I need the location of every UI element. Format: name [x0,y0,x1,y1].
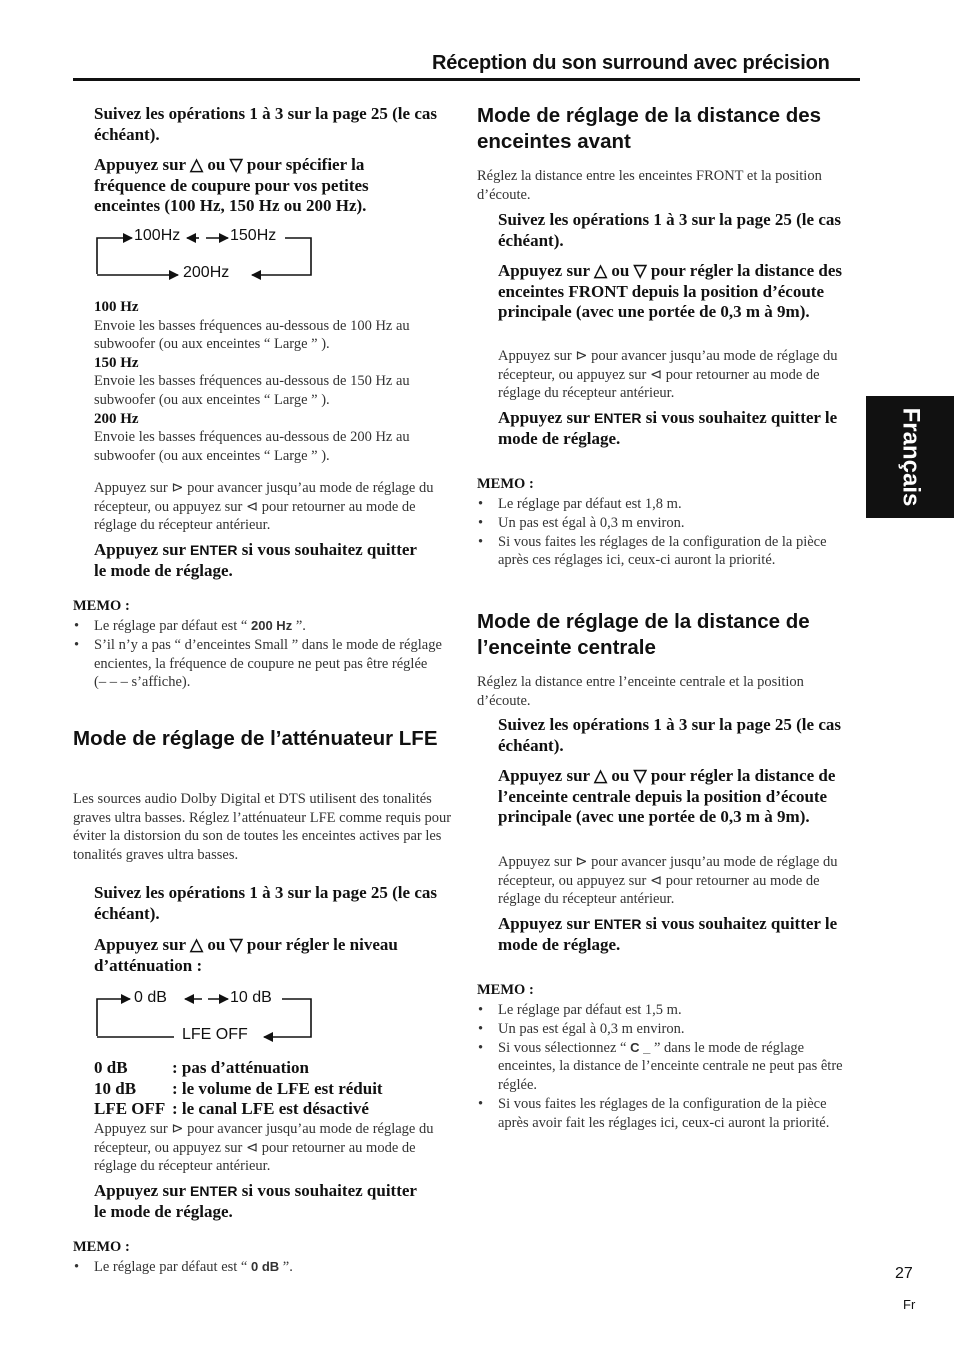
header-rule [73,78,860,81]
list-item: • Un pas est égal à 0,3 m environ. [477,1020,857,1039]
language-tab-label: Français [897,407,924,507]
list-item [73,617,443,636]
list-item: • Un pas est égal à 0,3 m environ. [477,514,857,533]
page-number: 27 [895,1265,913,1282]
list-item [73,1258,443,1277]
enter-step-pre: Appuyez sur [498,914,595,933]
lfe-intro: Les sources audio Dolby Digital et DTS utilisent des tonalités graves ultra basses. Réglez l’atténuateur LFE comme requis pour éviter la distorsion du son de toutes les enceintes actives par les tonalités graves ultra basses. [73,791,452,863]
front-nav-text: Appuyez sur ⊳ pour avancer jusqu’au mode de réglage du récepteur, ou appuyez sur ⊲ pour retourner au mode de réglage du récepteur antérieur. [498,348,838,402]
enter-step-post: si vous souhaitez quitter le mode de réglage. [94,1181,417,1221]
list-item: • Si vous faites les réglages de la configuration de la pièce après ces réglages ici, ceux-ci auront la priorité. [477,533,857,571]
enter-step-post: si vous souhaitez quitter le mode de réglage. [498,408,838,448]
front-distance-intro: Réglez la distance entre les enceintes FRONT et la position d’écoute. [477,168,822,203]
memo-text: Le réglage par défaut est “ [94,1259,251,1275]
center-distance-section-title: Mode de réglage de la distance de l’enceinte centrale [477,610,810,659]
crossover-step-1: Suivez les opérations 1 à 3 sur la page 25 (le cas échéant). [94,104,437,144]
center-enter-step [498,914,863,955]
center-distance-intro: Réglez la distance entre l’enceinte centrale et la position d’écoute. [477,674,804,709]
lfe-memo-label: MEMO : [73,1239,130,1255]
front-memo-list [477,495,857,570]
def-label: 100 Hz [94,299,139,315]
lfe-def-key: 10 dB [94,1078,137,1098]
center-nav-text: Appuyez sur ⊳ pour avancer jusqu’au mode de réglage du récepteur, ou appuyez sur ⊲ pour retourner au mode de réglage du récepteur antérieur. [498,854,838,908]
center-memo-list [477,1001,857,1133]
front-memo-label: MEMO : [477,476,534,492]
front-step-1: Suivez les opérations 1 à 3 sur la page 25 (le cas échéant). [498,210,841,250]
diagram-200hz-label: 200Hz [183,264,230,281]
lfe-def-row [94,1079,454,1100]
diagram-10db-label: 10 dB [230,989,272,1006]
lfe-memo-list [73,1258,443,1277]
enter-key-label: ENTER [190,542,238,558]
memo-value: 200 Hz [251,618,293,633]
front-enter-step [498,408,863,449]
list-item: • S’il n’y a pas “ d’enceintes Small ” dans le mode de réglage encientes, la fréquence de coupure ne peut pas être réglée (– – – s’affiche). [73,636,443,692]
list-item [477,1039,857,1095]
crossover-definitions [94,298,454,465]
def-label: 200 Hz [94,410,139,427]
enter-key-label: ENTER [594,916,642,932]
list-item: • Le réglage par défaut est 1,8 m. [477,495,857,514]
lfe-step-2: Appuyez sur △ ou ▽ pour régler le niveau d’atténuation : [94,935,398,975]
lfe-def-value: : le volume de LFE est réduit [172,1078,383,1098]
diagram-100hz-label: 100Hz [134,227,181,244]
crossover-nav-text: Appuyez sur ⊳ pour avancer jusqu’au mode de réglage du récepteur, ou appuyez sur ⊲ pour retourner au mode de réglage du récepteur antérieur. [94,480,434,534]
center-memo-label: MEMO : [477,982,534,998]
center-step-1: Suivez les opérations 1 à 3 sur la page 25 (le cas échéant). [498,715,841,755]
def-text: Envoie les basses fréquences au-dessous de 150 Hz au subwoofer (ou aux enceintes “ Large ” ). [94,373,410,408]
diagram-lfe-off-label: LFE OFF [182,1026,248,1043]
lfe-def-key: LFE OFF [94,1099,166,1118]
memo-text: ”. [292,618,306,634]
crossover-step-2: Appuyez sur △ ou ▽ pour spécifier la fréquence de coupure pour vos petites enceintes (100 Hz, 150 Hz ou 200 Hz). [94,155,369,215]
lfe-def-value: : pas d’atténuation [172,1058,309,1077]
diagram-0db-label: 0 dB [134,989,167,1006]
front-step-2: Appuyez sur △ ou ▽ pour régler la distance des enceintes FRONT depuis la position d’écoute principale (avec une portée de 0,3 m à 9m). [498,261,842,321]
lfe-def-row [94,1099,454,1120]
lfe-def-value: : le canal LFE est désactivé [172,1099,369,1118]
lfe-cycle-diagram [94,986,319,1044]
crossover-memo-list [73,617,443,692]
diagram-150hz-label: 150Hz [230,227,277,244]
enter-key-label: ENTER [190,1183,238,1199]
lfe-nav-text: Appuyez sur ⊳ pour avancer jusqu’au mode de réglage du récepteur, ou appuyez sur ⊲ pour retourner au mode de réglage du récepteur antérieur. [94,1121,434,1175]
enter-step-post: si vous souhaitez quitter le mode de réglage. [94,540,417,580]
enter-step-pre: Appuyez sur [498,408,595,427]
memo-text: ”. [279,1259,293,1275]
list-item: • Le réglage par défaut est 1,5 m. [477,1001,857,1020]
memo-text: Le réglage par défaut est “ [94,618,251,634]
enter-step-pre: Appuyez sur [94,540,191,559]
memo-text: ” dans le mode de réglage enceintes, la distance de l’enceinte centrale ne peut pas être réglée. [498,1039,843,1094]
memo-text: Si vous sélectionnez “ [498,1039,631,1056]
center-step-2: Appuyez sur △ ou ▽ pour régler la distance de l’enceinte centrale depuis la position d’écoute principale (avec une portée de 0,3 m à 9m). [498,766,836,826]
page-language-code: Fr [903,1297,916,1312]
lfe-def-row [94,1058,454,1079]
front-distance-section-title: Mode de réglage de la distance des enceintes avant [477,104,822,153]
def-text: Envoie les basses fréquences au-dessous de 200 Hz au subwoofer (ou aux enceintes “ Large ” ). [94,429,410,464]
def-label: 150 Hz [94,354,139,371]
crossover-cycle-diagram [94,224,319,282]
lfe-definitions [94,1058,454,1120]
enter-key-label: ENTER [594,410,642,426]
crossover-enter-step [94,540,424,581]
lfe-enter-step [94,1181,424,1222]
lfe-def-key: 0 dB [94,1058,128,1077]
def-text: Envoie les basses fréquences au-dessous de 100 Hz au subwoofer (ou aux enceintes “ Large ” ). [94,317,410,353]
memo-value: 0 dB [251,1259,280,1274]
language-tab [866,396,954,518]
memo-value: C _ [630,1039,651,1055]
list-item: • Si vous faites les réglages de la configuration de la pièce après avoir fait les réglages ici, ceux-ci auront la priorité. [477,1095,857,1133]
page-header-title: Réception du son surround avec précision [432,52,830,74]
crossover-memo-label: MEMO : [73,598,130,614]
lfe-section-title: Mode de réglage de l’atténuateur LFE [73,727,438,750]
enter-step-post: si vous souhaitez quitter le mode de réglage. [498,914,838,954]
enter-step-pre: Appuyez sur [94,1181,191,1200]
lfe-step-1: Suivez les opérations 1 à 3 sur la page 25 (le cas échéant). [94,883,437,923]
